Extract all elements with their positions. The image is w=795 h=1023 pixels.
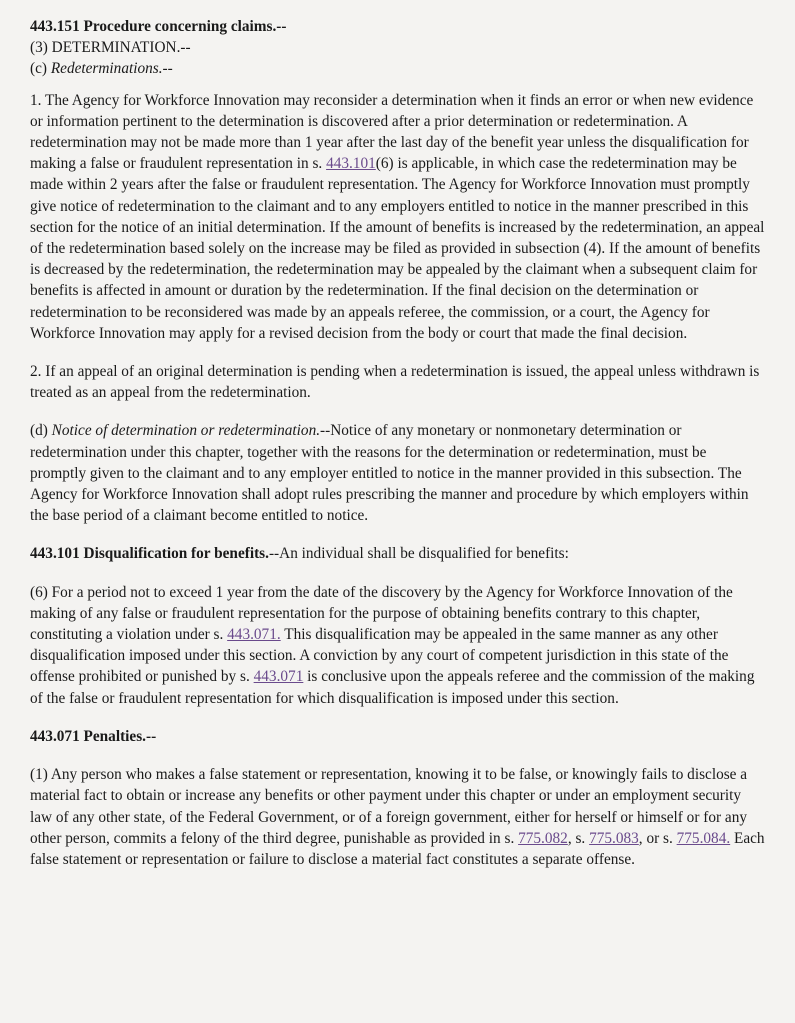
paragraph-6 (30, 582, 765, 709)
penalties-text-a: (1) Any person who makes a false statement or representation, knowing it to be false, or knowingly fails to disclose a material fact to obtain or increase any benefits or other payment under this chapter or under an employment security law of any other state, of the Federal Government, or of a foreign government, either for herself or himself or for any other person, commits a felony of the third degree, punishable as provided in s. (30, 766, 748, 847)
paragraph-6-text-c: is conclusive upon the appeals referee and the commission of the making of the false or fraudulent representation for which disqualification is imposed under this section. (30, 668, 755, 707)
paragraph-notice (30, 420, 765, 526)
notice-prefix: (d) (30, 422, 52, 440)
link-775-084[interactable]: 775.084. (676, 829, 731, 847)
section-title-443-151: 443.151 Procedure concerning claims.-- (30, 18, 287, 35)
subsection-determination: (3) DETERMINATION.-- (30, 39, 191, 57)
paragraph-1-text-a: 1. The Agency for Workforce Innovation may reconsider a determination when it finds an error or when new evidence or information pertinent to the determination is discovered after a prior determination or redetermination. A redetermination may not be made more than 1 year after the last day of the benefit year unless the disqualification for making a false or fraudulent representation in s. (30, 91, 754, 173)
notice-text: --Notice of any monetary or nonmonetary determination or redetermination under this chapter, together with the reasons for the determination or redetermination, must be promptly given to the claimant and to any employer entitled to notice in the manner provided in this subsection. The Agency for Workforce Innovation shall adopt rules prescribing the manner and procedure by which employers within the base period of a claimant become entitled to notice. (30, 422, 749, 525)
link-443-071-first[interactable]: 443.071. (227, 626, 281, 644)
penalties-sep-2: , or s. (638, 829, 677, 847)
link-443-071-second[interactable]: 443.071 (253, 668, 304, 686)
section-title-443-101: 443.101 Disqualification for benefits. (30, 545, 269, 563)
subsection-redeterminations (30, 58, 765, 79)
subsection-italic-title: Redeterminations.-- (50, 60, 173, 78)
link-775-082[interactable]: 775.082 (518, 829, 568, 847)
section-443-101-text: --An individual shall be disqualified for benefits: (268, 545, 569, 563)
penalties-sep-1: , s. (567, 829, 590, 847)
link-775-083[interactable]: 775.083 (589, 829, 639, 847)
subsection-prefix: (c) (30, 60, 51, 78)
notice-italic-title: Notice of determination or redetermination. (51, 422, 321, 440)
section-443-101 (30, 543, 765, 564)
paragraph-6-text-a: (6) For a period not to exceed 1 year from the date of the discovery by the Agency for Workforce Innovation of the making of any false or fraudulent representation for the purpose of obtaining benefits contrary to this chapter, constituting a violation under s. (30, 583, 733, 644)
section-title-443-071: 443.071 Penalties.-- (30, 727, 157, 745)
paragraph-1 (30, 90, 765, 344)
link-443-101[interactable]: 443.101 (326, 155, 376, 173)
paragraph-6-text-b: This disqualification may be appealed in the same manner as any other disqualification imposed under this section. A conviction by any court of competent jurisdiction in this state of the offense prohibited or punished by s. (30, 626, 729, 686)
penalties-text-b: Each false statement or representation or failure to disclose a material fact constitutes a separate offense. (30, 829, 765, 868)
paragraph-penalties (30, 764, 765, 870)
paragraph-1-text-b: (6) is applicable, in which case the redetermination may be made within 2 years after the false or fraudulent representation. The Agency for Workforce Innovation must promptly give notice of redetermination to the claimant and to any employers entitled to notice in the manner prescribed in this section for the notice of an initial determination. If the amount of benefits is increased by the redetermination, an appeal of the redetermination based solely on the increase may be filed as provided in subsection (4). If the amount of benefits is decreased by the redetermination, the redetermination may be appealed by the claimant when a subsequent claim for benefits is affected in amount or duration by the redetermination. If the final decision on the determination or redetermination to be reconsidered was made by an appeals referee, the commission, or a court, the Agency for Workforce Innovation may apply for a revised decision from the body or court that made the final decision. (30, 155, 765, 342)
paragraph-2: 2. If an appeal of an original determination is pending when a redetermination is issued, the appeal unless withdrawn is treated as an appeal from the redetermination. (30, 363, 760, 402)
